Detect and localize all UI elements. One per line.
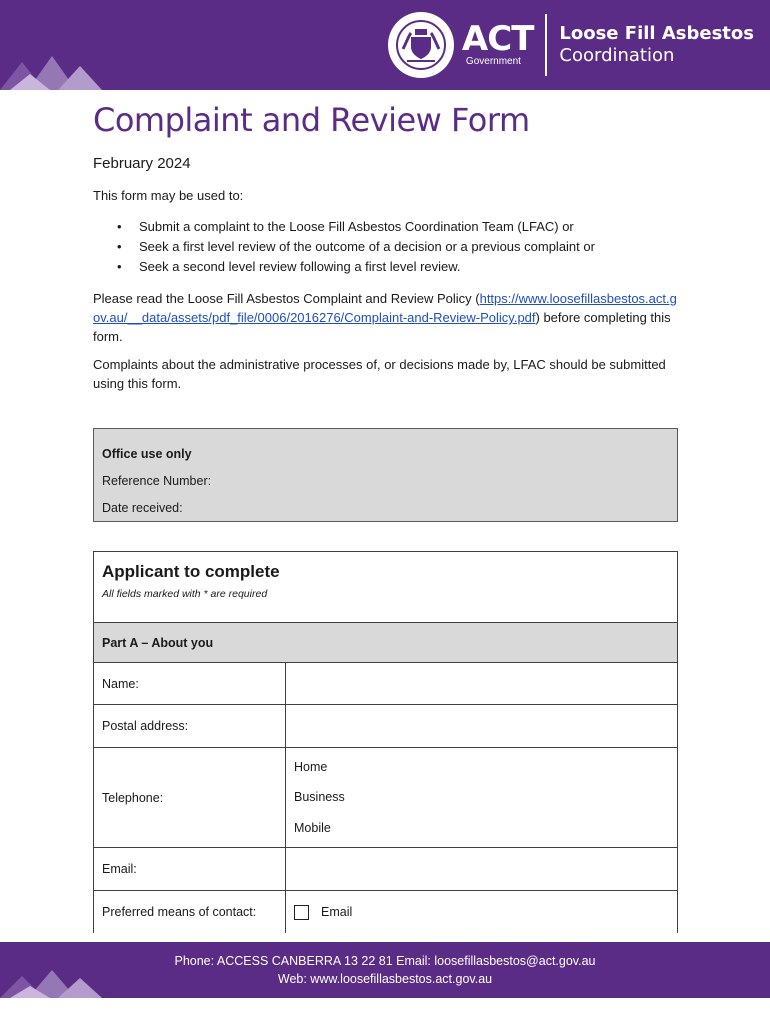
preferred-contact-label: Preferred means of contact: [94,891,286,933]
telephone-field-group [286,748,677,847]
office-use-heading: Office use only [102,447,192,461]
footer-band [0,942,770,998]
act-government-logo [388,10,754,80]
preferred-contact-options [286,891,677,933]
act-wordmark: ACT [461,19,534,59]
required-note: All fields marked with * are required [102,588,268,600]
decorative-triangles [0,40,110,90]
postal-address-label: Postal address: [94,705,286,747]
complaints-note: Complaints about the administrative processes of, or decisions made by, LFAC should be submitted using this form. [93,357,666,391]
tel-home-field[interactable]: Home [294,760,328,775]
list-item: • Seek a first level review of the outcome of a decision or a previous complaint or [117,237,683,257]
document-date: February 2024 [93,155,191,172]
reference-number-label: Reference Number: [102,474,212,488]
document-body [93,100,683,393]
table-row [94,663,677,705]
footer-contact-line: Phone: ACCESS CANBERRA 13 22 81 Email: loosefillasbestos@act.gov.au [174,954,596,968]
email-checkbox[interactable] [294,905,309,920]
applicant-heading: Applicant to complete [102,562,280,581]
intro-text: This form may be used to: [93,188,244,203]
policy-paragraph [93,289,683,346]
brand-line-2: Coordination [559,45,675,66]
tel-mobile-field[interactable]: Mobile [294,820,331,835]
table-row [94,705,677,748]
brand-line-1: Loose Fill Asbestos [559,23,754,44]
policy-prefix: Please read the Loose Fill Asbestos Complaint and Review Policy ( [93,291,480,306]
telephone-label: Telephone: [94,748,286,847]
page-title: Complaint and Review Form [93,101,530,139]
date-received-label: Date received: [102,501,183,515]
table-row [94,748,677,848]
name-field[interactable] [286,663,677,704]
name-label: Name: [94,663,286,704]
footer-web-line: Web: www.loosefillasbestos.act.gov.au [277,972,493,986]
applicant-form-table [93,551,678,933]
table-row [94,891,677,933]
table-row [94,848,677,891]
crest-icon [388,12,454,78]
policy-link[interactable]: https://www.loosefillasbestos.act.gov.au/__data/assets/pdf_file/0006/2016276/Complaint-and-Review-Policy.pdf [93,291,677,325]
program-brand [559,23,754,67]
policy-suffix: ) before completing this form. [93,310,671,344]
purpose-list [117,217,683,277]
header-band [0,0,770,90]
act-subtitle: Government [465,56,521,67]
office-use-box [93,428,678,522]
email-field[interactable] [286,848,677,890]
applicant-heading-cell [94,552,677,623]
list-item: • Seek a second level review following a first level review. [117,257,683,277]
email-option-label: Email [321,905,353,919]
logo-divider [545,14,547,76]
email-label: Email: [94,848,286,890]
part-a-heading: Part A – About you [94,623,677,663]
postal-address-field[interactable] [286,705,677,747]
list-item: • Submit a complaint to the Loose Fill Asbestos Coordination Team (LFAC) or [117,217,683,237]
tel-business-field[interactable]: Business [294,790,345,805]
